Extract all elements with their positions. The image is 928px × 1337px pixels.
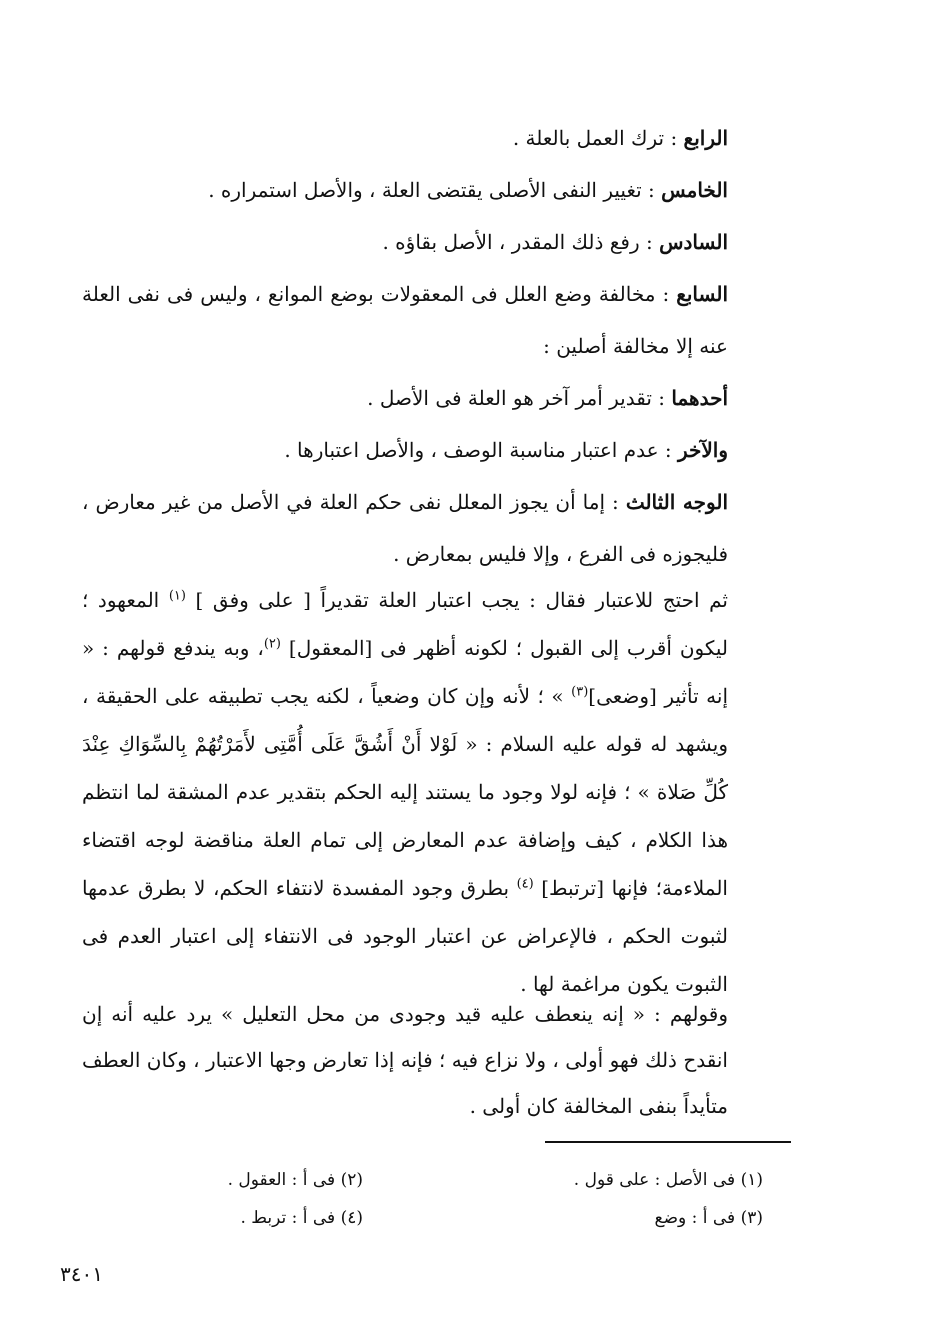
second-paragraph — [82, 991, 790, 1129]
item-label: الرابع — [683, 126, 728, 150]
page-number: ٣٤٠١ — [60, 1262, 103, 1286]
item-label: الخامس — [661, 178, 728, 202]
item-label: السادس — [659, 230, 728, 254]
paragraph-segment: بطرق وجود المفسدة لانتفاء الحكم، لا بطرق عدمها لثبوت الحكم ، فالإعراض عن اعتبار الوجود فى الانتفاء إلى اعتبار العدم فى الثبوت يكون مراغمة لها . — [82, 876, 728, 996]
item-rabi — [82, 112, 790, 164]
item-label: والآخر — [677, 438, 728, 462]
enumerated-list — [82, 112, 790, 580]
item-akhar — [82, 424, 790, 476]
footnote-ref-4: (٤) — [516, 876, 534, 892]
footnote-separator — [545, 1141, 791, 1143]
footnote-ref-3: (٣) — [571, 684, 589, 700]
item-text: : تقدير أمر آخر هو العلة فى الأصل . — [367, 386, 672, 410]
item-text: : رفع ذلك المقدر ، الأصل بقاؤه . — [382, 230, 660, 254]
item-text: : مخالفة وضع العلل فى المعقولات بوضع الموانع ، وليس فى نفى العلة عنه إلا مخالفة أصلين : — [82, 282, 728, 358]
footnote-1: (١) فى الأصل : على قول . — [573, 1170, 763, 1190]
item-label: أحدهما — [671, 386, 728, 410]
footnote-ref-1: (١) — [168, 588, 186, 604]
item-label: الوجه الثالث — [625, 490, 729, 514]
item-wajh-thalith — [82, 476, 790, 580]
footnote-4: (٤) فى أ : تربط . — [240, 1208, 363, 1228]
item-text: : عدم اعتبار مناسبة الوصف ، والأصل اعتبارها . — [284, 438, 678, 462]
paragraph-segment: ، وبه يندفع قولهم : « إنه تأثير [وضعى] — [82, 636, 729, 708]
item-ahaduhuma — [82, 372, 790, 424]
item-text: : ترك العمل بالعلة . — [512, 126, 684, 150]
item-text: : إما أن يجوز المعلل نفى حكم العلة في الأصل من غير معارض ، فليجوزه فى الفرع ، وإلا فليس بمعارض . — [82, 490, 728, 566]
item-khamis — [82, 164, 790, 216]
item-label: السابع — [676, 282, 728, 306]
footnote-ref-2: (٢) — [263, 636, 281, 652]
paragraph-segment: ثم احتج للاعتبار فقال : يجب اعتبار العلة تقديراً [ على وفق ] — [185, 588, 728, 612]
item-sabi — [82, 268, 790, 372]
paragraph-body — [82, 576, 790, 1008]
paragraph-body: وقولهم : « إنه ينعطف عليه قيد وجودى من محل التعليل » يرد عليه أنه إن انقدح ذلك فهو أولى ، ولا نزاع فيه ؛ فإنه إذا تعارض وجها الاعتبار ، وكان العطف متأيداً بنفى المخالفة كان أولى . — [82, 1002, 728, 1118]
paragraph-segment: المعهود ؛ ليكون أقرب إلى القبول ؛ لكونه أظهر فى [المعقول] — [82, 588, 729, 660]
paragraph-segment: » ؛ لأنه وإن كان وضعياً ، لكنه يجب تطبيقه على الحقيقة ، ويشهد له قوله عليه السلام : « لَوْلا أَنْ أَشُقَّ عَلَى أُمَّتِى لأَمَرْتُهُمْ بِالسِّوَاكِ عِنْدَ كُلِّ صَلاة » ؛ فإنه لولا وجود ما يستند إليه الحكم بتقدير عدم المشقة لما انتظم هذا الكلام ، كيف وإضافة عدم المعارض إلى تمام العلة مناقضة لوجه اقتضاء الملاءمة؛ فإنها [ترتبط] — [82, 684, 728, 900]
footnote-3: (٣) فى أ : وضع — [654, 1208, 763, 1228]
footnote-2: (٢) فى أ : العقول . — [227, 1170, 363, 1190]
main-paragraph — [82, 576, 790, 1008]
item-text: : تغيير النفى الأصلى يقتضى العلة ، والأصل استمراره . — [208, 178, 662, 202]
item-sadis — [82, 216, 790, 268]
